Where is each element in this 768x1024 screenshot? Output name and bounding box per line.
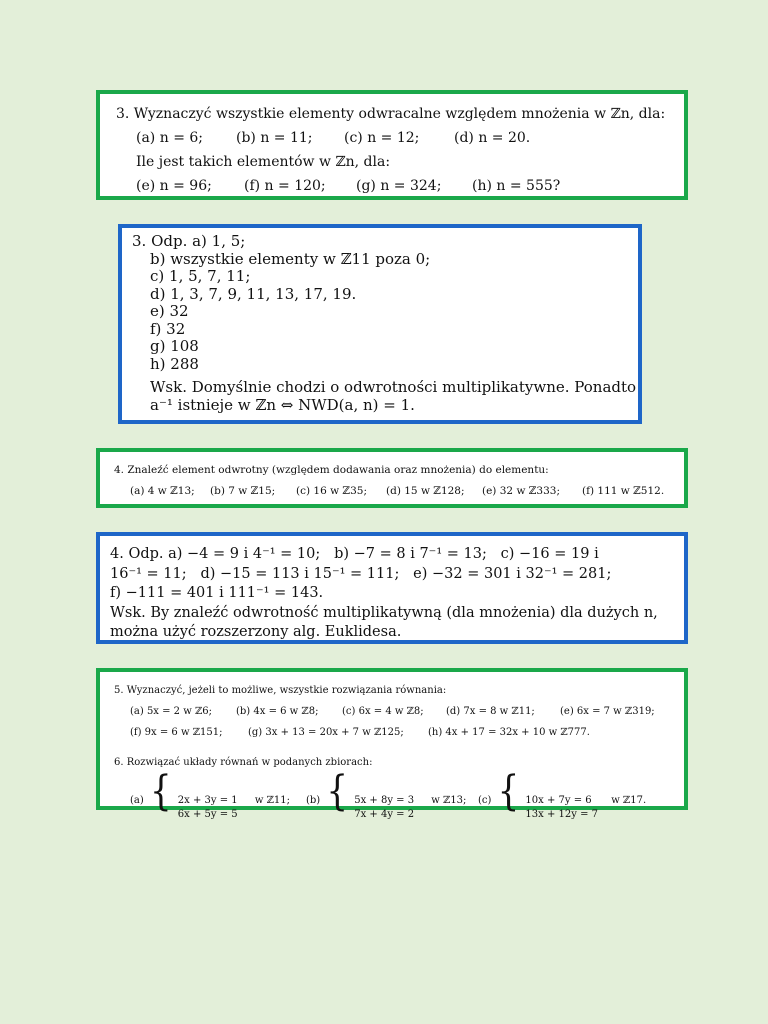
problem-5-item: (c) 6x = 4 w ℤ8; xyxy=(342,706,424,717)
problem-3-item: (g) n = 324; xyxy=(356,178,442,194)
system-a xyxy=(130,768,306,822)
answer-4-hint: można użyć rozszerzony alg. Euklidesa. xyxy=(110,624,402,640)
system-label: (c) xyxy=(478,795,492,806)
problem-5-item: (h) 4x + 17 = 32x + 10 w ℤ777. xyxy=(428,727,590,738)
answer-4-box xyxy=(96,532,688,644)
problem-5-row xyxy=(114,701,684,722)
problem-5-item: (b) 4x = 6 w ℤ8; xyxy=(236,706,319,717)
answer-3-box xyxy=(118,224,642,424)
problem-3-item: (f) n = 120; xyxy=(244,178,326,194)
problem-3-question: Ile jest takich elementów w ℤn, dla: xyxy=(136,154,391,170)
system-label: (a) xyxy=(130,795,144,806)
system-set: w ℤ13; xyxy=(431,795,467,806)
problem-5-row xyxy=(114,722,684,743)
brace-icon: { xyxy=(326,768,349,816)
problem-4-item: (c) 16 w ℤ35; xyxy=(296,485,367,497)
problem-3-item: (c) n = 12; xyxy=(344,130,420,146)
problem-3-title: 3. Wyznaczyć wszystkie elementy odwracalne względem mnożenia w ℤn, dla: xyxy=(116,106,666,122)
problem-5-item: (f) 9x = 6 w ℤ151; xyxy=(130,727,223,738)
system-set: w ℤ17. xyxy=(611,795,647,806)
problem-3-items-a xyxy=(116,126,684,150)
equation: 6x + 5y = 5 xyxy=(177,809,238,820)
answer-4-hint: Wsk. By znaleźć odwrotność multiplikatywną (dla mnożenia) dla dużych n, xyxy=(110,604,658,621)
problem-3-item: (d) n = 20. xyxy=(454,130,531,146)
system-b xyxy=(306,768,478,822)
answer-4-line: f) −111 = 401 i 111⁻¹ = 143. xyxy=(110,585,324,601)
problem-6-systems xyxy=(114,768,684,822)
problem-5-item: (e) 6x = 7 w ℤ319; xyxy=(560,706,655,717)
problem-5-6-box xyxy=(96,668,688,820)
problem-5-item: (a) 5x = 2 w ℤ6; xyxy=(130,706,212,717)
system-equations xyxy=(354,794,414,822)
brace-icon: { xyxy=(149,768,172,816)
problem-3-item: (a) n = 6; xyxy=(136,130,203,146)
problem-3-item: (b) n = 11; xyxy=(236,130,313,146)
problem-4-item: (b) 7 w ℤ15; xyxy=(210,485,276,497)
problem-4-item: (e) 32 w ℤ333; xyxy=(482,485,561,497)
answer-3-line: b) wszystkie elementy w ℤ11 poza 0; xyxy=(150,249,431,268)
answer-4-line: 4. Odp. a) −4 = 9 i 4⁻¹ = 10; b) −7 = 8 i 7⁻¹ = 13; c) −16 = 19 i xyxy=(110,546,599,562)
system-label: (b) xyxy=(306,795,321,806)
system-set: w ℤ11; xyxy=(254,795,290,806)
brace-icon: { xyxy=(497,768,520,816)
problem-4-item: (f) 111 w ℤ512. xyxy=(582,485,665,497)
problem-5-item: (d) 7x = 8 w ℤ11; xyxy=(446,706,535,717)
answer-3-line: e) 32 xyxy=(150,302,189,320)
answer-3-line: f) 32 xyxy=(150,319,186,338)
problem-4-title: 4. Znaleźć element odwrotny (względem dodawania oraz mnożenia) do elementu: xyxy=(114,464,549,476)
answer-4-line: 16⁻¹ = 11; d) −15 = 113 i 15⁻¹ = 111; e) −32 = 301 i 32⁻¹ = 281; xyxy=(110,565,612,582)
problem-4-box xyxy=(96,448,688,508)
system-equations xyxy=(178,794,238,822)
problem-4-item: (a) 4 w ℤ13; xyxy=(130,485,195,497)
problem-4-items xyxy=(114,481,684,502)
equation: 5x + 8y = 3 xyxy=(354,795,415,806)
equation: 2x + 3y = 1 xyxy=(177,795,238,806)
equation: 10x + 7y = 6 xyxy=(525,795,592,806)
problem-5-title: 5. Wyznaczyć, jeżeli to możliwe, wszystkie rozwiązania równania: xyxy=(114,685,447,696)
problem-4-item: (d) 15 w ℤ128; xyxy=(386,485,465,497)
problem-6-title: 6. Rozwiązać układy równań w podanych zbiorach: xyxy=(114,757,373,768)
system-c xyxy=(478,768,647,822)
answer-3-line: d) 1, 3, 7, 9, 11, 13, 17, 19. xyxy=(150,284,357,303)
problem-3-item: (e) n = 96; xyxy=(136,178,212,194)
problem-5-item: (g) 3x + 13 = 20x + 7 w ℤ125; xyxy=(248,727,404,738)
answer-3-line: h) 288 xyxy=(150,354,199,373)
answer-3-line: c) 1, 5, 7, 11; xyxy=(150,267,251,285)
equation: 7x + 4y = 2 xyxy=(354,809,415,820)
problem-3-items-b xyxy=(116,174,684,198)
answer-3-hint: a⁻¹ istnieje w ℤn ⇔ NWD(a, n) = 1. xyxy=(150,395,415,414)
system-equations xyxy=(525,794,598,822)
answer-3-line: 3. Odp. a) 1, 5; xyxy=(132,232,246,250)
problem-3-item: (h) n = 555? xyxy=(472,178,561,194)
problem-3-box xyxy=(96,90,688,200)
equation: 13x + 12y = 7 xyxy=(525,809,598,820)
answer-3-hint: Wsk. Domyślnie chodzi o odwrotności multiplikatywne. Ponadto xyxy=(150,378,637,396)
answer-3-line: g) 108 xyxy=(150,337,199,355)
